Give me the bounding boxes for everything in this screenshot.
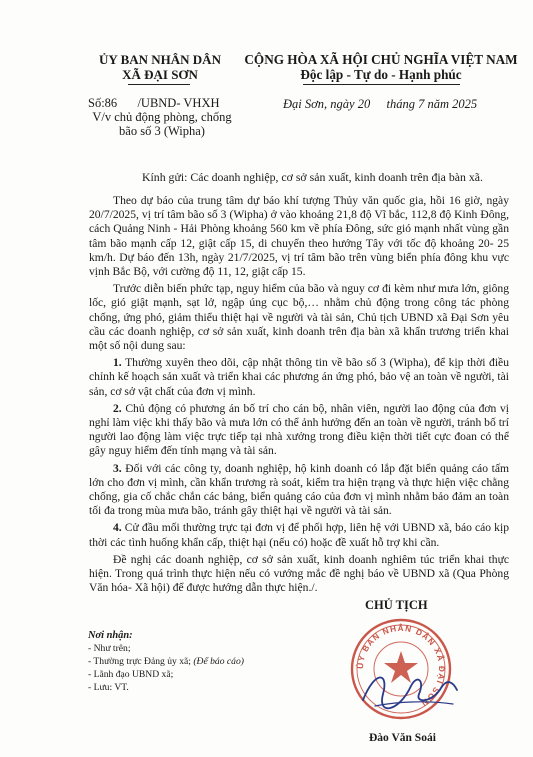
item-4: 4. Cử đầu mối thường trực tại đơn vị để phối hợp, liên hệ với UBND xã, báo cáo kịp thời các tình huống khẩn cấp, thiệt hại (nếu có) hoặc đề xuất hỗ trợ khi cần. xyxy=(89,521,509,549)
nation-line-1: CỘNG HÒA XÃ HỘI CHỦ NGHĨA VIỆT NAM xyxy=(244,52,518,67)
paragraph-request: Trước diễn biến phức tạp, nguy hiểm của bão và nguy cơ đi kèm như mưa lớn, giông lốc, gió giật mạnh, sạt lở, ngập úng cục bộ,… nhằm chủ động trong công tác phòng chống, ứng phó, giảm thiểu thiệt hại về người và tài sản, Chủ tịch UBND xã Đại Sơn yêu cầu các doanh nghiệp, cơ sở sản xuất, kinh doanh trên địa bàn xã khẩn trương triển khai một số nội dung sau: xyxy=(89,282,509,353)
nation-line-2: Độc lập - Tự do - Hạnh phúc xyxy=(300,67,462,82)
seal-ring-text: ỦY BAN NHÂN DÂN XÃ ĐẠI SƠN xyxy=(355,623,447,708)
place-date: Đại Sơn, ngày 20 tháng 7 năm 2025 xyxy=(283,97,478,111)
subject-line-1: V/v chủ động phòng, chống xyxy=(92,110,232,124)
item-1: 1. Thường xuyên theo dõi, cập nhật thông tin về bão số 3 (Wipha), để kịp thời điều chỉnh kế hoạch sản xuất và triển khai các phương án ứng phó, bảo vệ an toàn về người, tài sản, cơ sở vật chất của đơn vị mình. xyxy=(89,356,509,398)
recipient-1: - Như trên; xyxy=(88,643,131,654)
issuing-authority xyxy=(70,52,250,82)
paragraph-forecast: Theo dự báo của trung tâm dự báo khí tượng Thủy văn quốc gia, hồi 16 giờ, ngày 20/7/2025, vị trí tâm bão số 3 (Wipha) ở vào khoảng 21,8 độ Vĩ bắc, 112,8 độ Kinh Đông, cách Quảng Ninh - Hải Phòng khoảng 560 km về phía Đông, sức gió mạnh nhất vùng gần tâm bão mạnh cấp 12, giật cấp 15, di chuyển theo hướng Tây với tốc độ khoảng 20- 25 km/h. Dự báo đến 13h, ngày 21/7/2025, vị trí tâm bão trên vùng biển phía đông khu vực vịnh Bắc Bộ, với cường độ 11, 12, giật cấp 15. xyxy=(89,194,509,279)
handwritten-signature xyxy=(355,660,465,720)
motto-underline xyxy=(303,84,460,85)
org-line-1: ỦY BAN NHÂN DÂN xyxy=(99,52,221,67)
item-2: 2. Chủ động có phương án bố trí cho cán bộ, nhân viên, người lao động của đơn vị nghỉ làm việc khi thấy bão và mưa lớn có thể ảnh hưởng đến an toàn về người, tránh bố trí người lao động làm việc trực tiếp tại nhà xưởng trong điều kiện thời tiết cực đoan có thể gây nguy hiểm đến tính mạng và tài sản. xyxy=(89,401,509,458)
signer-name: Đào Văn Soái xyxy=(369,732,436,744)
recipient-2: - Thường trực Đảng ủy xã; (Để báo cáo) xyxy=(88,656,244,667)
recipient-4: - Lưu: VT. xyxy=(88,682,129,693)
document-body xyxy=(89,194,509,598)
document-number xyxy=(88,96,220,110)
number-code: /UBND- VHXH xyxy=(137,96,220,110)
item-3: 3. Đối với các công ty, doanh nghiệp, hộ kinh doanh có lắp đặt biển quảng cáo tấm lớn cho đơn vị mình, cần khẩn trương rà soát, kiểm tra hiện trạng và thực hiện việc chằng chống, gia cố chắc chắn các bảng, biển quảng cáo của đơn vị mình nhằm bảo đảm an toàn tối đa trong mùa mưa bão, tránh gây thiệt hại về người và tài sản. xyxy=(89,461,509,518)
org-line-2: XÃ ĐẠI SƠN xyxy=(122,67,198,82)
closing-paragraph: Đề nghị các doanh nghiệp, cơ sở sản xuất, kinh doanh nghiêm túc triển khai thực hiện. Trong quá trình thực hiện nếu có vướng mắc đề nghị báo về UBND xã (Qua Phòng Văn hóa- Xã hội) để được hướng dẫn thực hiện./. xyxy=(89,552,509,595)
addressee: Kính gửi: Các doanh nghiệp, cơ sở sản xuất, kinh doanh trên địa bàn xã. xyxy=(142,170,483,184)
org-underline xyxy=(128,84,190,85)
national-motto xyxy=(236,52,526,82)
document-subject xyxy=(82,110,242,138)
recipient-3: - Lãnh đạo UBND xã; xyxy=(88,669,174,680)
subject-line-2: bão số 3 (Wipha) xyxy=(119,124,205,138)
recipients-heading: Nơi nhận: xyxy=(88,630,133,641)
signer-title: CHỦ TỊCH xyxy=(365,598,428,612)
number-label: Số:86 xyxy=(88,96,118,110)
recipients-list xyxy=(88,629,244,694)
